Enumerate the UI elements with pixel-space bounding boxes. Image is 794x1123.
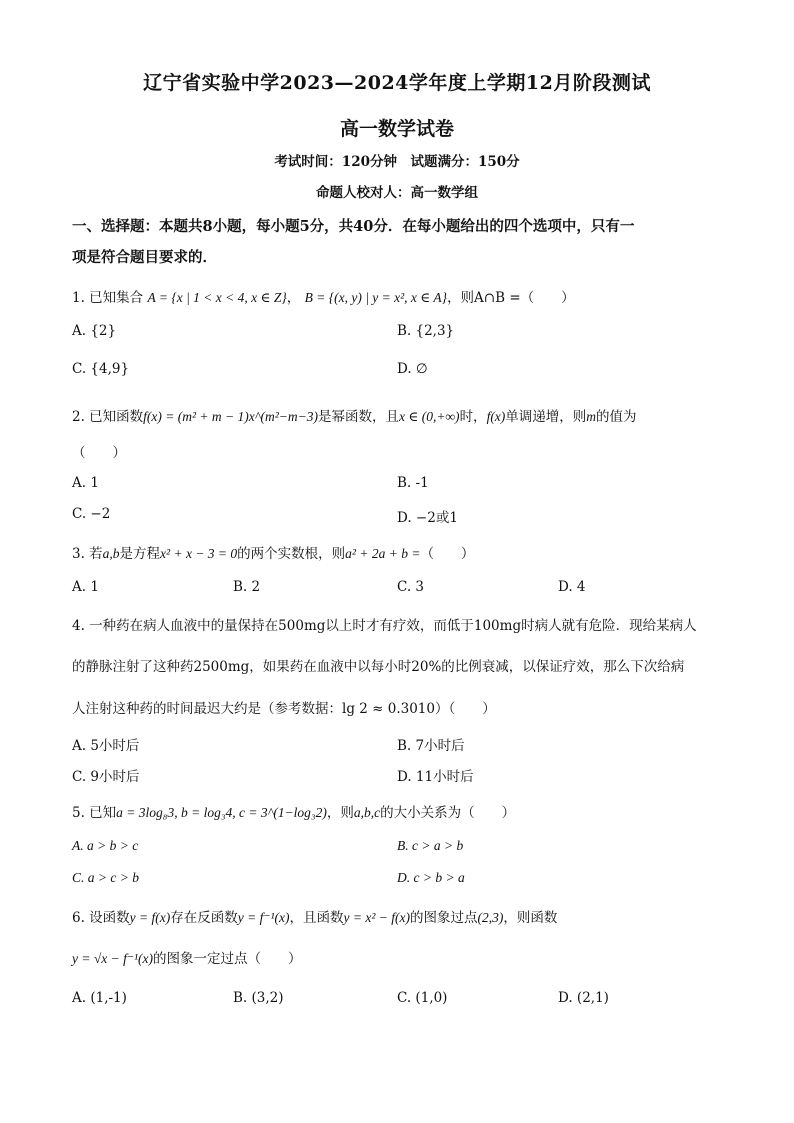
exam-title: 辽宁省实验中学2023—2024学年度上学期12月阶段测试 xyxy=(143,72,651,94)
q3-text-b: 是方程 xyxy=(119,546,161,562)
q3-text-d: （ ） xyxy=(420,546,475,562)
q4-line2: 的静脉注射了这种药2500mg，如果药在血液中以每小时20%的比例衰减，以保证疗效，那么下次给病 xyxy=(72,659,685,675)
q2-option-b: B. -1 xyxy=(397,475,429,491)
question-1: 1. 已知集合 A = {x | 1 < x < 4, x ∈ Z}， B = {(x, y) | y = x², x ∈ A}，则A∩B =（ ） xyxy=(72,290,575,306)
q2-text-e: 的值为 xyxy=(596,409,637,425)
q6-f3: y = x² − f(x) xyxy=(343,910,411,925)
q6-line2 xyxy=(72,947,732,967)
q5-text-c: 的大小关系为（ ） xyxy=(380,805,516,821)
q2-fx: f(x) xyxy=(486,409,506,424)
q6-option-a: A. (1,-1) xyxy=(72,990,127,1006)
q5-option-a: A. a > b > c xyxy=(72,838,139,853)
exam-info: 考试时间：120分钟 试题满分：150分 xyxy=(274,154,520,170)
q6-option-c: C. (1,0) xyxy=(397,990,448,1006)
q2-function: f(x) = (m² + m − 1)x^(m²−m−3) xyxy=(143,409,318,424)
q2-condition: x ∈ (0,+∞) xyxy=(398,409,460,424)
q3-option-b: B. 2 xyxy=(233,579,261,595)
q5-vars: a,b,c xyxy=(353,805,381,820)
q5-option-b: B. c > a > b xyxy=(397,838,464,853)
q2-option-a: A. 1 xyxy=(72,475,99,491)
q6-text-b: 存在反函数 xyxy=(170,910,238,926)
exam-author: 命题人校对人：高一数学组 xyxy=(316,185,478,201)
q3-text-a: 3. 若 xyxy=(72,546,103,562)
q2-text-d: 单调递增，则 xyxy=(505,409,587,425)
q2-text-c: 时， xyxy=(459,409,487,425)
q1-option-b: B. {2,3} xyxy=(397,323,455,339)
q6-expression: y = √x − f⁻¹(x) xyxy=(72,951,154,966)
q6-text-f: 的图象一定过点（ ） xyxy=(153,951,302,967)
q6-text-c: ，且函数 xyxy=(289,910,344,926)
exam-subtitle: 高一数学试卷 xyxy=(339,118,454,140)
q5-text-b: ，则 xyxy=(326,805,354,821)
q4-line1: 4. 一种药在病人血液中的量保持在500mg以上时才有疗效，而低于100mg时病人就有危险．现给某病人 xyxy=(72,618,697,634)
q6-option-b: B. (3,2) xyxy=(233,990,284,1006)
question-3 xyxy=(72,542,732,562)
q2-text-a: 2. 已知函数 xyxy=(72,409,144,425)
question-6 xyxy=(72,906,732,926)
q2-m: m xyxy=(586,409,597,424)
q2-text-b: 是幂函数，且 xyxy=(317,409,399,425)
q6-option-d: D. (2,1) xyxy=(558,990,609,1006)
q4-option-b: B. 7小时后 xyxy=(397,738,465,754)
q1-option-c: C. {4,9} xyxy=(72,361,130,377)
q3-text-c: 的两个实数根，则 xyxy=(237,546,346,562)
q6-text-d: 的图象过点 xyxy=(410,910,478,926)
q3-option-c: C. 3 xyxy=(397,579,425,595)
q5-expression: a = 3log₈3, b = log₃4, c = 3^(1−log₃2) xyxy=(116,805,327,820)
q5-option-d: D. c > b > a xyxy=(397,870,465,885)
q3-ab: a,b xyxy=(102,546,120,561)
q6-text-a: 6. 设函数 xyxy=(72,910,130,926)
q5-option-c: C. a > c > b xyxy=(72,870,139,885)
q4-option-a: A. 5小时后 xyxy=(72,738,140,754)
q6-f1: y = f(x) xyxy=(129,910,171,925)
q3-option-a: A. 1 xyxy=(72,579,99,595)
q6-f2: y = f⁻¹(x) xyxy=(237,910,290,925)
question-5 xyxy=(72,801,732,821)
question-2 xyxy=(72,405,732,425)
q3-equation: x² + x − 3 = 0 xyxy=(160,546,238,561)
q4-line3: 人注射这种药的时间最迟大约是（参考数据：lg 2 ≈ 0.3010）（ ） xyxy=(72,701,496,717)
q1-ask: ，则A∩B =（ ） xyxy=(447,290,575,306)
q1-option-d: D. ∅ xyxy=(397,361,428,377)
q2-option-c: C. −2 xyxy=(72,506,111,522)
q3-expression: a² + 2a + b = xyxy=(345,546,421,561)
q3-option-d: D. 4 xyxy=(558,579,586,595)
q5-text-a: 5. 已知 xyxy=(72,805,117,821)
q1-set-a: A = {x | 1 < x < 4, x ∈ Z} xyxy=(147,290,287,305)
q2-option-d: D. −2或1 xyxy=(397,510,458,526)
q6-point: (2,3) xyxy=(477,910,504,925)
q1-set-b: B = {(x, y) | y = x², x ∈ A} xyxy=(304,290,448,305)
q1-option-a: A. {2} xyxy=(72,323,117,339)
q2-line2: （ ） xyxy=(72,445,126,461)
q1-prefix: 1. 已知集合 xyxy=(72,290,144,306)
section-heading-line2: 项是符合题目要求的． xyxy=(72,249,217,266)
q6-text-e: ，则函数 xyxy=(503,910,558,926)
section-heading-line1: 一、选择题：本题共8小题，每小题5分，共40分．在每小题给出的四个选项中，只有一 xyxy=(72,218,635,235)
q4-option-c: C. 9小时后 xyxy=(72,769,140,785)
q4-option-d: D. 11小时后 xyxy=(397,769,474,785)
